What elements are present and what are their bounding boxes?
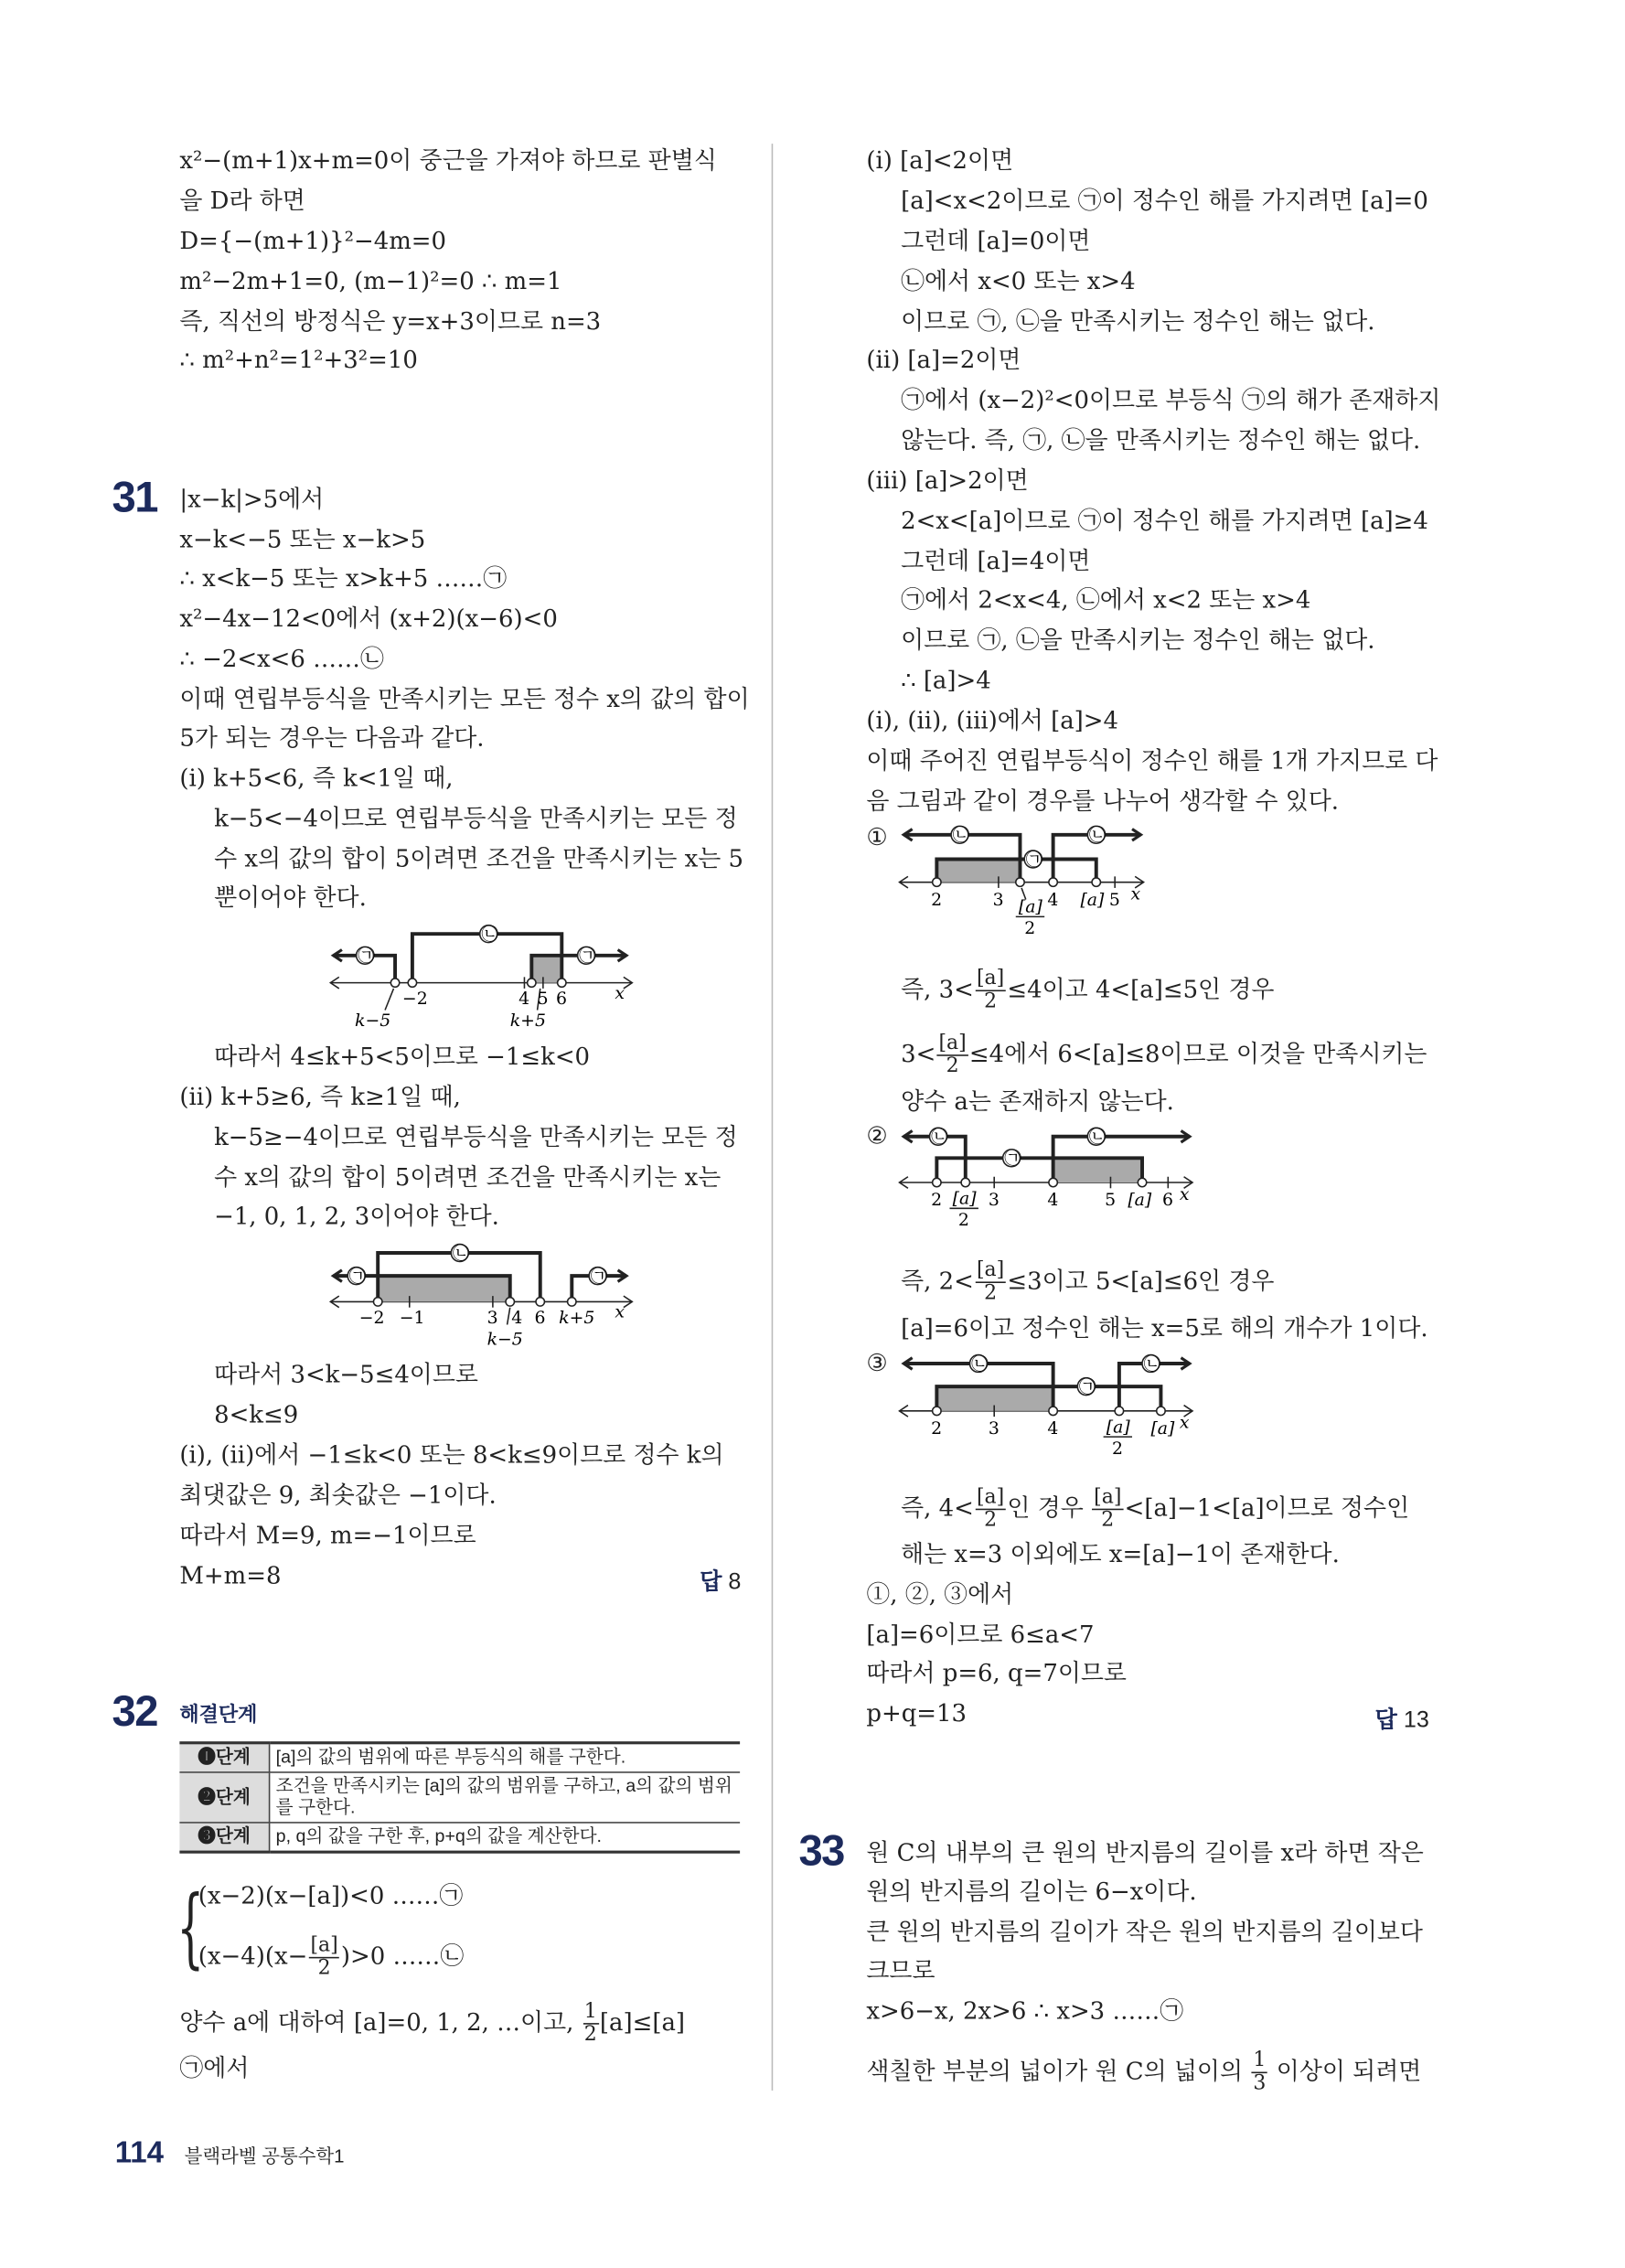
- text-line: p+q=13: [866, 1699, 968, 1728]
- text-line: x²−(m+1)x+m=0이 중근을 가져야 하므로 판별식: [179, 146, 717, 175]
- text-line: |x−k|>5에서: [179, 486, 325, 513]
- label-a: ㉠: [1078, 1377, 1096, 1397]
- text-line: ∴ −2<x<6 ……㉡: [179, 645, 384, 673]
- tick-label: 2: [957, 1211, 969, 1231]
- tick-label: k+5: [559, 1308, 595, 1328]
- tick-label: [a]: [952, 1189, 977, 1209]
- tick-label: k+5: [509, 1011, 546, 1031]
- text-line: ㉡에서 x<0 또는 x>4: [901, 267, 1136, 295]
- text-line: 즉, 2< $\frac{[a]}{2}$ ≤3이고 5<[a]≤6인 경우: [901, 1258, 1275, 1305]
- text-line: 을 D라 하면: [179, 187, 305, 215]
- text-line: 따라서 M=9, m=−1이므로: [179, 1521, 476, 1549]
- text-line: 큰 원의 반지름의 길이가 작은 원의 반지름의 길이보다: [866, 1918, 1423, 1946]
- text-line: M+m=8: [179, 1561, 282, 1589]
- step-text: 조건을 만족시키는 [a]의 값의 범위를 구하고, a의 값의 범위를 구한다.: [270, 1772, 741, 1823]
- table-row: [179, 1772, 740, 1823]
- answer-label: 답: [1374, 1708, 1397, 1733]
- page-number: 114: [114, 2136, 164, 2170]
- label-a: ㉠: [590, 1267, 608, 1287]
- step-text: [a]의 값의 범위에 따른 부등식의 해를 구한다.: [270, 1743, 741, 1772]
- answer-label: 답: [700, 1570, 722, 1595]
- inequality-1: (x−2)(x−[a])<0 ……㉠: [198, 1882, 464, 1910]
- case-mark: ③: [866, 1349, 888, 1377]
- tick-label: 5: [1105, 1191, 1117, 1211]
- text-line: 이므로 ㉠, ㉡을 만족시키는 정수인 해는 없다.: [901, 307, 1375, 336]
- text-line: 원 C의 내부의 큰 원의 반지름의 길이를 x라 하면 작은: [866, 1839, 1424, 1867]
- step-label: ❷단계: [179, 1772, 269, 1823]
- text-line: 수 x의 값의 합이 5이려면 조건을 만족시키는 x는: [214, 1163, 722, 1192]
- text-line: (ii) [a]=2이면: [866, 346, 1021, 374]
- text-line: ①, ②, ③에서: [866, 1580, 1014, 1609]
- text-line: (i), (ii), (iii)에서 [a]>4: [866, 706, 1119, 734]
- text-line: (ii) k+5≥6, 즉 k≥1일 때,: [179, 1083, 461, 1111]
- text-line: (i) k+5<6, 즉 k<1일 때,: [179, 764, 454, 792]
- tick-label: [a]: [1150, 1418, 1175, 1439]
- axis-label: x: [1179, 1413, 1190, 1433]
- footer: [115, 2136, 345, 2171]
- step-text: p, q의 값을 구한 후, p+q의 값을 계산한다.: [270, 1823, 741, 1852]
- axis-label: x: [615, 983, 625, 1003]
- label-b: ㉡: [971, 1354, 989, 1375]
- text-line: (i), (ii)에서 −1≤k<0 또는 8<k≤9이므로 정수 k의: [179, 1440, 724, 1469]
- axis-label: x: [1130, 884, 1141, 904]
- table-row: [179, 1743, 740, 1772]
- tick-label: 6: [556, 990, 568, 1010]
- text-line: k−5≥−4이므로 연립부등식을 만족시키는 모든 정: [214, 1123, 738, 1151]
- tick-label: 2: [1024, 919, 1036, 939]
- text-line: [a]=6이고 정수인 해는 x=5로 해의 개수가 1이다.: [901, 1314, 1428, 1343]
- solution-steps-table: [179, 1741, 740, 1854]
- label-b: ㉡: [931, 1128, 948, 1148]
- text-line: 원의 반지름의 길이는 6−x이다.: [866, 1878, 1197, 1906]
- tick-label: [a]: [1128, 1191, 1152, 1211]
- text-line: 않는다. 즉, ㉠, ㉡을 만족시키는 정수인 해는 없다.: [901, 426, 1421, 455]
- text-line: 양수 a에 대하여 [a]=0, 1, 2, …이고, $\frac{1}{2}$ [a]≤[a]: [179, 1999, 686, 2047]
- text-line: 크므로: [866, 1956, 935, 1984]
- text-line: ∴ x<k−5 또는 x>k+5 ……㉠: [179, 564, 508, 593]
- inequality-2: (x−4)(x− $\frac{[a]}{2}$ )>0 ……㉡: [198, 1933, 465, 1980]
- text-line: 따라서 p=6, q=7이므로: [866, 1659, 1127, 1687]
- text-line: x²−4x−12<0에서 (x+2)(x−6)<0: [179, 604, 558, 633]
- label-b: ㉡: [1088, 826, 1106, 846]
- answer-32: [1375, 1701, 1429, 1734]
- case-mark: ②: [866, 1122, 888, 1150]
- text-line: 이때 주어진 연립부등식이 정수인 해를 1개 가지므로 다: [866, 746, 1438, 775]
- text-line: 그런데 [a]=0이면: [901, 227, 1091, 255]
- label-a: ㉠: [1004, 1149, 1022, 1169]
- text-line: k−5<−4이므로 연립부등식을 만족시키는 모든 정: [214, 804, 738, 832]
- text-line: 수 x의 값의 합이 5이려면 조건을 만족시키는 x는 5: [214, 844, 743, 872]
- text-line: ∴ [a]>4: [901, 666, 991, 694]
- tick-label: 4: [1047, 890, 1059, 910]
- label-a: ㉠: [358, 947, 376, 967]
- problem-number-33: 33: [798, 1827, 844, 1876]
- text-line: −1, 0, 1, 2, 3이어야 한다.: [214, 1203, 499, 1230]
- text-line: ㉠에서: [179, 2054, 250, 2082]
- tick-label: 5: [537, 990, 549, 1010]
- tick-label: 2: [931, 1191, 943, 1211]
- tick-label: 2: [931, 1418, 943, 1439]
- text-line: 즉, 4< $\frac{[a]}{2}$ 인 경우 $\frac{[a]}{2}$ <[a]−1<[a]이므로 정수인: [901, 1485, 1410, 1532]
- tick-label: 4: [519, 990, 530, 1010]
- text-line: 3< $\frac{[a]}{2}$ ≤4에서 6<[a]≤8이므로 이것을 만족시키는: [901, 1032, 1427, 1078]
- text-line: 최댓값은 9, 최솟값은 −1이다.: [179, 1481, 497, 1509]
- text-line: 5가 되는 경우는 다음과 같다.: [179, 723, 485, 752]
- tick-label: 3: [988, 1191, 1000, 1211]
- text-line: ㉠에서 2<x<4, ㉡에서 x<2 또는 x>4: [901, 586, 1311, 614]
- text-line: ∴ m²+n²=1²+3²=10: [179, 346, 418, 374]
- text-line: 8<k≤9: [214, 1400, 299, 1428]
- tick-label: 3: [992, 890, 1004, 910]
- text-line: [a]=6이므로 6≤a<7: [866, 1621, 1095, 1649]
- text-line: x>6−x, 2x>6 ∴ x>3 ……㉠: [866, 1996, 1184, 2025]
- tick-label: [a]: [1018, 897, 1042, 917]
- step-label: ❸단계: [179, 1823, 269, 1852]
- table-row: [179, 1823, 740, 1852]
- text-line: (i) [a]<2이면: [866, 146, 1014, 175]
- tick-label: 3: [486, 1308, 498, 1328]
- text-line: 따라서 3<k−5≤4이므로: [214, 1360, 478, 1388]
- text-line: 따라서 4≤k+5<5이므로 −1≤k<0: [214, 1043, 591, 1071]
- problem-number-31: 31: [112, 474, 157, 522]
- text-line: 2<x<[a]이므로 ㉠이 정수인 해를 가지려면 [a]≥4: [901, 507, 1428, 535]
- label-a: ㉠: [1025, 850, 1043, 870]
- text-line: (iii) [a]>2이면: [866, 466, 1029, 495]
- tick-label: [a]: [1106, 1418, 1130, 1438]
- tick-label: 4: [1047, 1418, 1059, 1439]
- tick-label: k−5: [486, 1330, 523, 1350]
- text-line: 이때 연립부등식을 만족시키는 모든 정수 x의 값의 합이: [179, 685, 750, 713]
- case-mark: ①: [866, 823, 888, 851]
- book-title: 블랙라벨 공통수학1: [184, 2145, 345, 2167]
- text-line: 양수 a는 존재하지 않는다.: [901, 1087, 1174, 1116]
- problem-number-32: 32: [112, 1688, 157, 1736]
- label-b: ㉡: [452, 1244, 470, 1264]
- step-label: ❶단계: [179, 1743, 269, 1772]
- brace: {: [176, 1878, 205, 1979]
- solution-steps-title: 해결단계: [179, 1702, 258, 1726]
- tick-label: 6: [534, 1308, 546, 1328]
- label-b: ㉡: [1088, 1128, 1106, 1148]
- label-b: ㉡: [952, 826, 970, 846]
- answer-value: 13: [1403, 1708, 1429, 1733]
- tick-label: −2: [358, 1308, 385, 1328]
- text-line: 뿐이어야 한다.: [214, 883, 367, 912]
- text-line: 그런데 [a]=4이면: [901, 547, 1091, 575]
- tick-label: −1: [399, 1308, 425, 1328]
- text-line: 즉, 직선의 방정식은 y=x+3이므로 n=3: [179, 307, 602, 336]
- axis-label: x: [615, 1302, 625, 1322]
- tick-label: −2: [401, 990, 428, 1010]
- label-a: ㉠: [579, 947, 596, 967]
- answer-value: 8: [728, 1570, 742, 1595]
- text-line: [a]<x<2이므로 ㉠이 정수인 해를 가지려면 [a]=0: [901, 187, 1428, 215]
- label-a: ㉠: [348, 1267, 367, 1287]
- text-line: 이므로 ㉠, ㉡을 만족시키는 정수인 해는 없다.: [901, 626, 1375, 654]
- tick-label: [a]: [1080, 890, 1105, 910]
- text-line: x−k<−5 또는 x−k>5: [179, 526, 426, 553]
- text-line: m²−2m+1=0, (m−1)²=0 ∴ m=1: [179, 267, 562, 295]
- tick-label: 2: [931, 890, 943, 910]
- text-line: D={−(m+1)}²−4m=0: [179, 227, 447, 255]
- tick-label: 6: [1162, 1191, 1174, 1211]
- tick-label: k−5: [355, 1011, 391, 1031]
- tick-label: 4: [511, 1308, 523, 1328]
- axis-label: x: [1179, 1184, 1190, 1204]
- label-b: ㉡: [1143, 1354, 1161, 1375]
- text-line: 해는 x=3 이외에도 x=[a]−1이 존재한다.: [901, 1540, 1340, 1568]
- tick-label: 2: [1112, 1439, 1124, 1459]
- label-b: ㉡: [481, 925, 499, 945]
- tick-label: 5: [1108, 890, 1120, 910]
- text-line: 음 그림과 같이 경우를 나누어 생각할 수 있다.: [866, 786, 1340, 815]
- tick-label: 4: [1047, 1191, 1059, 1211]
- text-line: ㉠에서 (x−2)²<0이므로 부등식 ㉠의 해가 존재하지: [901, 386, 1441, 414]
- text-line: 즉, 3< $\frac{[a]}{2}$ ≤4이고 4<[a]≤5인 경우: [901, 967, 1275, 1013]
- tick-label: 3: [988, 1418, 1000, 1439]
- text-line: 색칠한 부분의 넓이가 원 C의 넓이의 $\frac{1}{3}$ 이상이 되려면: [866, 2049, 1422, 2095]
